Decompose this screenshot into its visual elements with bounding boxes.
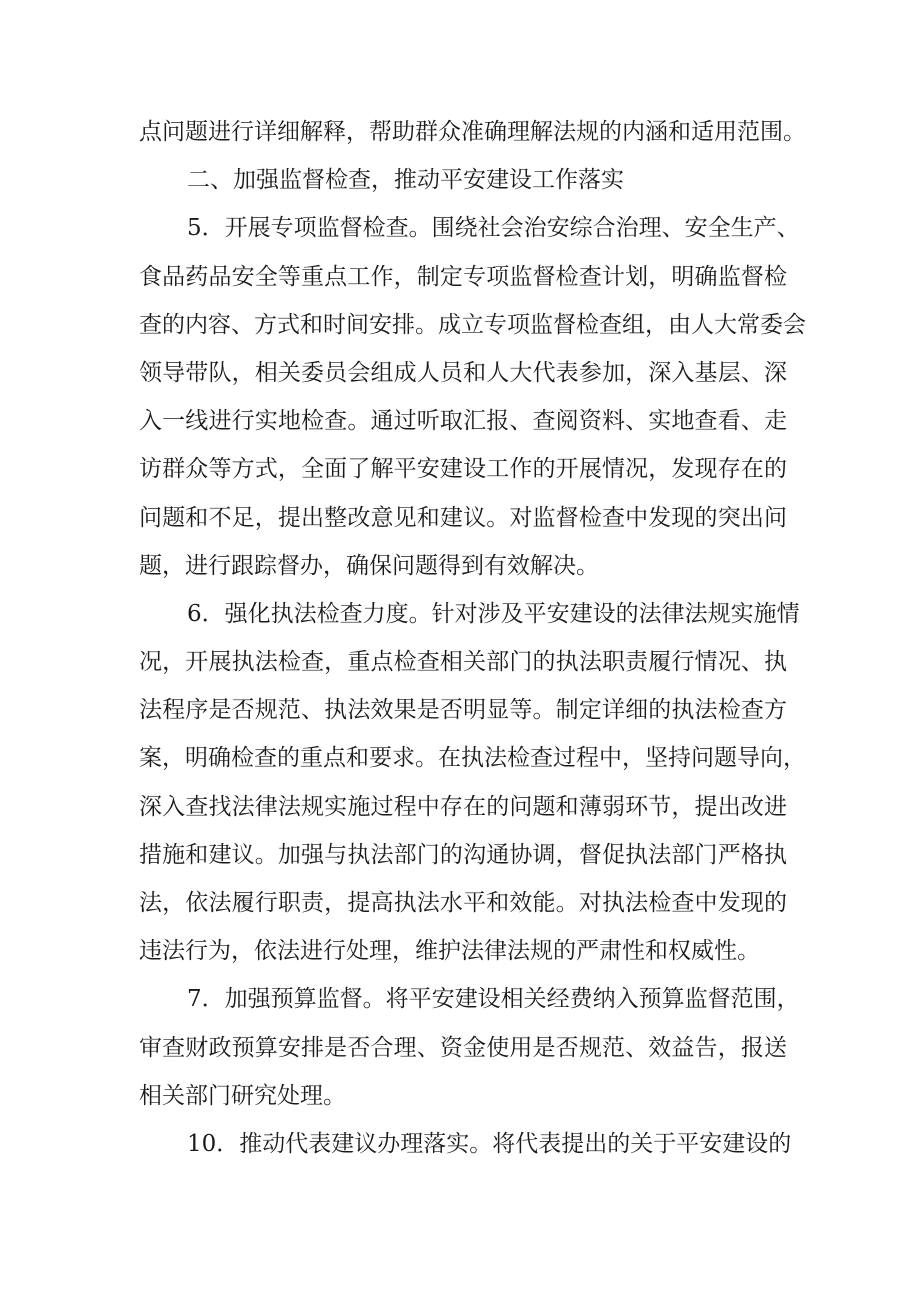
paragraph-5-line: 领导带队，相关委员会组成人员和人大代表参加，深入基层、深: [139, 359, 787, 386]
paragraph-6-line: 6．强化执法检查力度。针对涉及平安建设的法律法规实施情: [187, 600, 800, 627]
paragraph-5-line: 5．开展专项监督检查。围绕社会治安综合治理、安全生产、: [187, 215, 800, 242]
paragraph-5-line: 食品药品安全等重点工作，制定专项监督检查计划，明确监督检: [139, 263, 787, 290]
text-line: 点问题进行详细解释，帮助群众准确理解法规的内涵和适用范围。: [139, 119, 806, 145]
paragraph-6-line: 法，依法履行职责，提高执法水平和效能。对执法检查中发现的: [139, 890, 787, 916]
paragraph-7-line: 相关部门研究处理。: [139, 1082, 346, 1109]
section-heading: 二、加强监督检查，推动平安建设工作落实: [187, 167, 624, 194]
paragraph-5-line: 问题和不足，提出整改意见和建议。对监督检查中发现的突出问: [139, 504, 787, 531]
paragraph-10-line: 10．推动代表建议办理落实。将代表提出的关于平安建设的: [187, 1130, 792, 1157]
paragraph-5-line: 入一线进行实地检查。通过听取汇报、查阅资料、实地查看、走: [139, 408, 787, 435]
paragraph-7-line: 7．加强预算监督。将平安建设相关经费纳入预算监督范围，: [187, 986, 800, 1013]
paragraph-6-line: 况，开展执法检查，重点检查相关部门的执法职责履行情况、执: [139, 649, 787, 676]
paragraph-6-line: 违法行为，依法进行处理，维护法律法规的严肃性和权威性。: [139, 938, 760, 965]
paragraph-5-line: 访群众等方式，全面了解平安建设工作的开展情况，发现存在的: [139, 456, 787, 483]
paragraph-6-line: 法程序是否规范、执法效果是否明显等。制定详细的执法检查方: [139, 697, 787, 724]
paragraph-5-line: 题，进行跟踪督办，确保问题得到有效解决。: [139, 552, 599, 579]
paragraph-6-line: 深入查找法律法规实施过程中存在的问题和薄弱环节，提出改进: [139, 793, 787, 820]
body-text: [139, 108, 806, 1168]
paragraph-5-line: 查的内容、方式和时间安排。成立专项监督检查组，由人大常委会: [139, 311, 806, 338]
paragraph-6-line: 措施和建议。加强与执法部门的沟通协调，督促执法部门严格执: [139, 841, 787, 868]
paragraph-7-line: 审查财政预算安排是否合理、资金使用是否规范、效益告，报送: [139, 1034, 787, 1061]
paragraph-6-line: 案，明确检查的重点和要求。在执法检查过程中，坚持问题导向，: [139, 745, 806, 772]
